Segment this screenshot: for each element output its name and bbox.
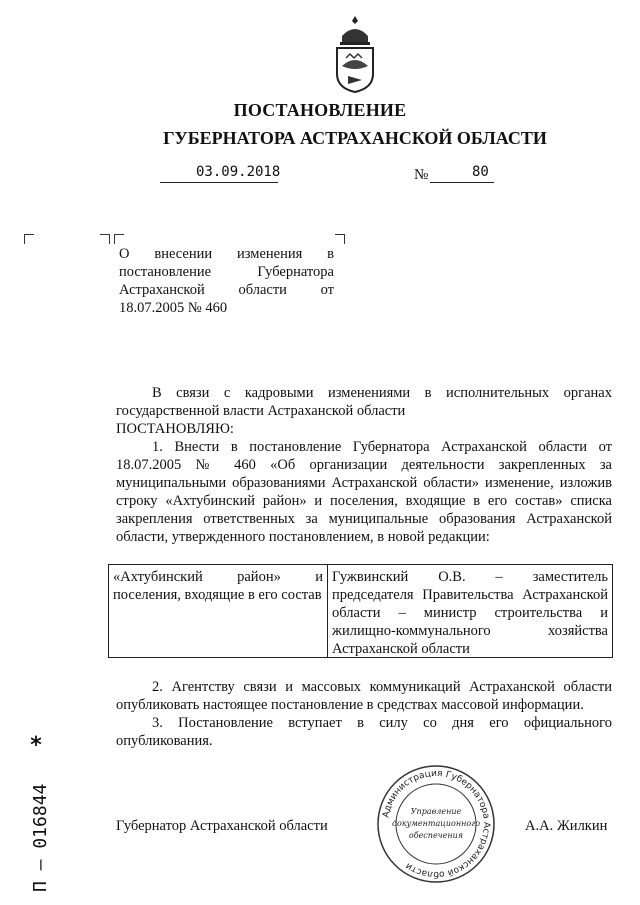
corner-mark <box>335 234 345 244</box>
stamp-ring-text: Администрация Губернатора Астраханской области <box>381 768 492 880</box>
document-number: 80 <box>472 164 489 180</box>
table-cell-responsible: Гужвинский О.В. – заместитель председателя Правительства Астраханской области – министр строительства и жилищно-коммунального хозяйства Астраханской области <box>332 569 608 657</box>
document-subject: О внесении изменения в постановление Губернатора Астраханской области от 18.07.2005 № 460 <box>119 246 334 316</box>
signature-name: А.А. Жилкин <box>525 818 608 834</box>
number-underline <box>430 181 494 183</box>
side-registration-code <box>14 730 54 895</box>
intro-paragraph: В связи с кадровыми изменениями в исполнительных органах государственной власти Астраханской области <box>116 385 612 419</box>
date-underline <box>160 181 278 183</box>
item-2-paragraph: 2. Агентству связи и массовых коммуникаций Астраханской области опубликовать настоящее постановление в средствах массовой информации. <box>116 679 612 713</box>
corner-mark <box>24 234 34 244</box>
signature-position: Губернатор Астраханской области <box>116 818 328 834</box>
stamp-line-3: обеспечения <box>408 831 464 840</box>
responsibility-table <box>108 564 613 658</box>
document-subtitle: ГУБЕРНАТОРА АСТРАХАНСКОЙ ОБЛАСТИ <box>163 128 547 148</box>
corner-mark <box>100 234 110 244</box>
body-part-1 <box>116 384 612 546</box>
official-stamp <box>372 764 500 884</box>
item-1-paragraph: 1. Внести в постановление Губернатора Астраханской области от 18.07.2005 № 460 «Об организации деятельности закрепленных за муниципальными образованиями Астраханской области» изменение, изложив строку «Ахтубинский район» и поселения, входящие в его состав» списка закрепления ответственных за муниципальные образования Астраханской области, утвержденного постановлением, в новой редакции: <box>116 439 612 545</box>
number-label: № <box>414 167 429 183</box>
table-cell-municipality: «Ахтубинский район» и поселения, входящие в его состав <box>113 569 323 603</box>
document-title: ПОСТАНОВЛЕНИЕ <box>233 100 407 120</box>
stamp-line-1: Управление <box>410 807 462 816</box>
item-3-paragraph: 3. Постановление вступает в силу со дня его официального опубликования. <box>116 715 612 749</box>
corner-mark <box>114 234 124 244</box>
decree-word: ПОСТАНОВЛЯЮ: <box>116 421 234 437</box>
table-divider <box>327 565 328 657</box>
side-asterisk: * <box>30 733 42 758</box>
stamp-line-2: документационного <box>391 819 481 828</box>
document-date: 03.09.2018 <box>196 164 281 180</box>
body-part-2 <box>116 678 612 750</box>
side-code-text: П – 016844 <box>30 783 51 892</box>
coat-of-arms-emblem <box>328 14 382 94</box>
